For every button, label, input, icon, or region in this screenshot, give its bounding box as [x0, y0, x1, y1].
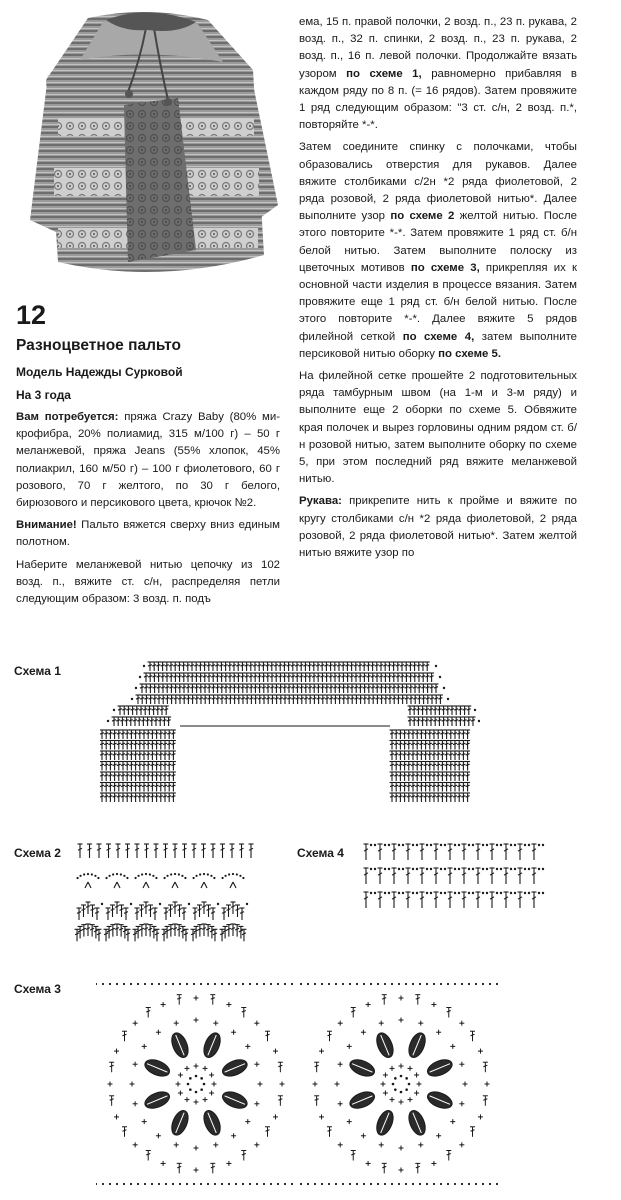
scheme-1-diagram [100, 660, 480, 805]
scheme-3-label: Схема 3 [14, 982, 61, 996]
scheme-3-diagram [96, 978, 516, 1190]
size-age: На 3 года [16, 388, 71, 402]
intro-paragraph: Наберите меланжевой нитью цепочку из 102 возд. п., вяжите ст. с/н, распределяя петли следующим образом: 3 возд. п. подъ [16, 558, 280, 606]
scheme-ref: по схеме 4, [402, 330, 475, 343]
scheme-2-diagram [74, 840, 264, 960]
scheme-ref: по схеме 5. [438, 347, 501, 360]
scheme-4-diagram [360, 840, 550, 920]
pattern-title: Разноцветное пальто [16, 337, 181, 354]
scheme-ref: по схеме 3, [410, 261, 480, 274]
text-run: равномерно прибавляя в каждом ряду по 8 п. (= 16 рядов). Затем провяжите 1 ряд следующим образом: "3 ст. с/н, 2 возд. п.*, повторяйте *-*. [299, 67, 577, 132]
scheme-2-label: Схема 2 [14, 846, 61, 860]
text-run: ема, 15 п. правой полочки, 2 возд. п., 23 п. рукава, 2 возд. п., 32 п. спинки, 2 возд. п., 23 п. рукава, 2 возд. п., 16 п. левой полочки. Продолжайте вязать узором [299, 16, 577, 80]
text-run: желтой нитью. После этого повторите *-*. Затем провяжите 1 ряд ст. б/н белой нитью. Затем выполните полоску из цветочных мотивов [299, 210, 577, 274]
attention-label: Внимание! [16, 519, 77, 532]
instructions-paragraph-3: На филейной сетке прошейте 2 подготовительных ряда тамбурным швом (на 1-м и 3-м ряду) и выполните еще 2 оборки по схеме 5. Обвяжите края полочек и вырез горловины одним рядом ст. б/н розовой нитью, затем выполните оборку по схеме 5, при этом последний ряд вяжите меланжевой нитью. [299, 370, 577, 486]
scheme-ref: по схеме 1, [346, 67, 422, 80]
left-column [16, 300, 280, 613]
materials-paragraph [16, 409, 280, 512]
right-column [299, 14, 577, 567]
sleeves-label: Рукава: [299, 495, 342, 508]
text-run: прикрепляя их к основной части изделия в процессе вязания. Затем провяжите еще 1 ряд ст. б/н белой нитью. После этого повторите *-*. Далее вяжите 5 рядов филейной сеткой [299, 261, 577, 343]
text-run: прикрепите нить к пройме и вяжите по кругу столбиками с/н *2 ряда фиолетовой, 2 ряда розовой, 2 ряда фиолетовой нитью*. Затем желтой нитью вяжите узор по [299, 495, 577, 560]
instructions-paragraph-4 [299, 493, 577, 562]
designer-byline: Модель Надежды Сурковой [16, 365, 183, 379]
instructions-paragraph-2 [299, 139, 577, 363]
text-run: затем выполните персиковой нитью оборку [299, 330, 577, 360]
materials-label: Вам потребуется: [16, 411, 119, 423]
scheme-ref: по схеме 2 [390, 210, 455, 223]
pattern-number: 12 [16, 300, 47, 330]
scheme-4-label: Схема 4 [297, 846, 344, 860]
text-run: Затем соедините спинку с полочками, чтобы образовались отверстия для рукавов. Далее вяжите столбиками с/2н *2 ряда фиолетовой, 2 ряда розовой, 2 ряда фиолетовой нитью*. Далее выполните узор [299, 141, 577, 223]
scheme-1-label: Схема 1 [14, 664, 61, 678]
attention-text: Пальто вяжется сверху вниз единым полотном. [16, 519, 280, 549]
coat-photo [28, 0, 280, 290]
materials-text: пряжа Crazy Baby (80% микрофибра, 20% полиамид, 315 м/100 г) – 50 г меланжевой, пряжа Jeans (55% хлопок, 45% полиакрил, 160 м/50 г) – 100 г фиолетового, 60 г розового, 70 г желтого, по 30 г белого, бирюзового и персикового цвета, крючок №2. [16, 411, 280, 510]
attention-paragraph [16, 517, 280, 551]
instructions-paragraph-1 [299, 14, 577, 134]
